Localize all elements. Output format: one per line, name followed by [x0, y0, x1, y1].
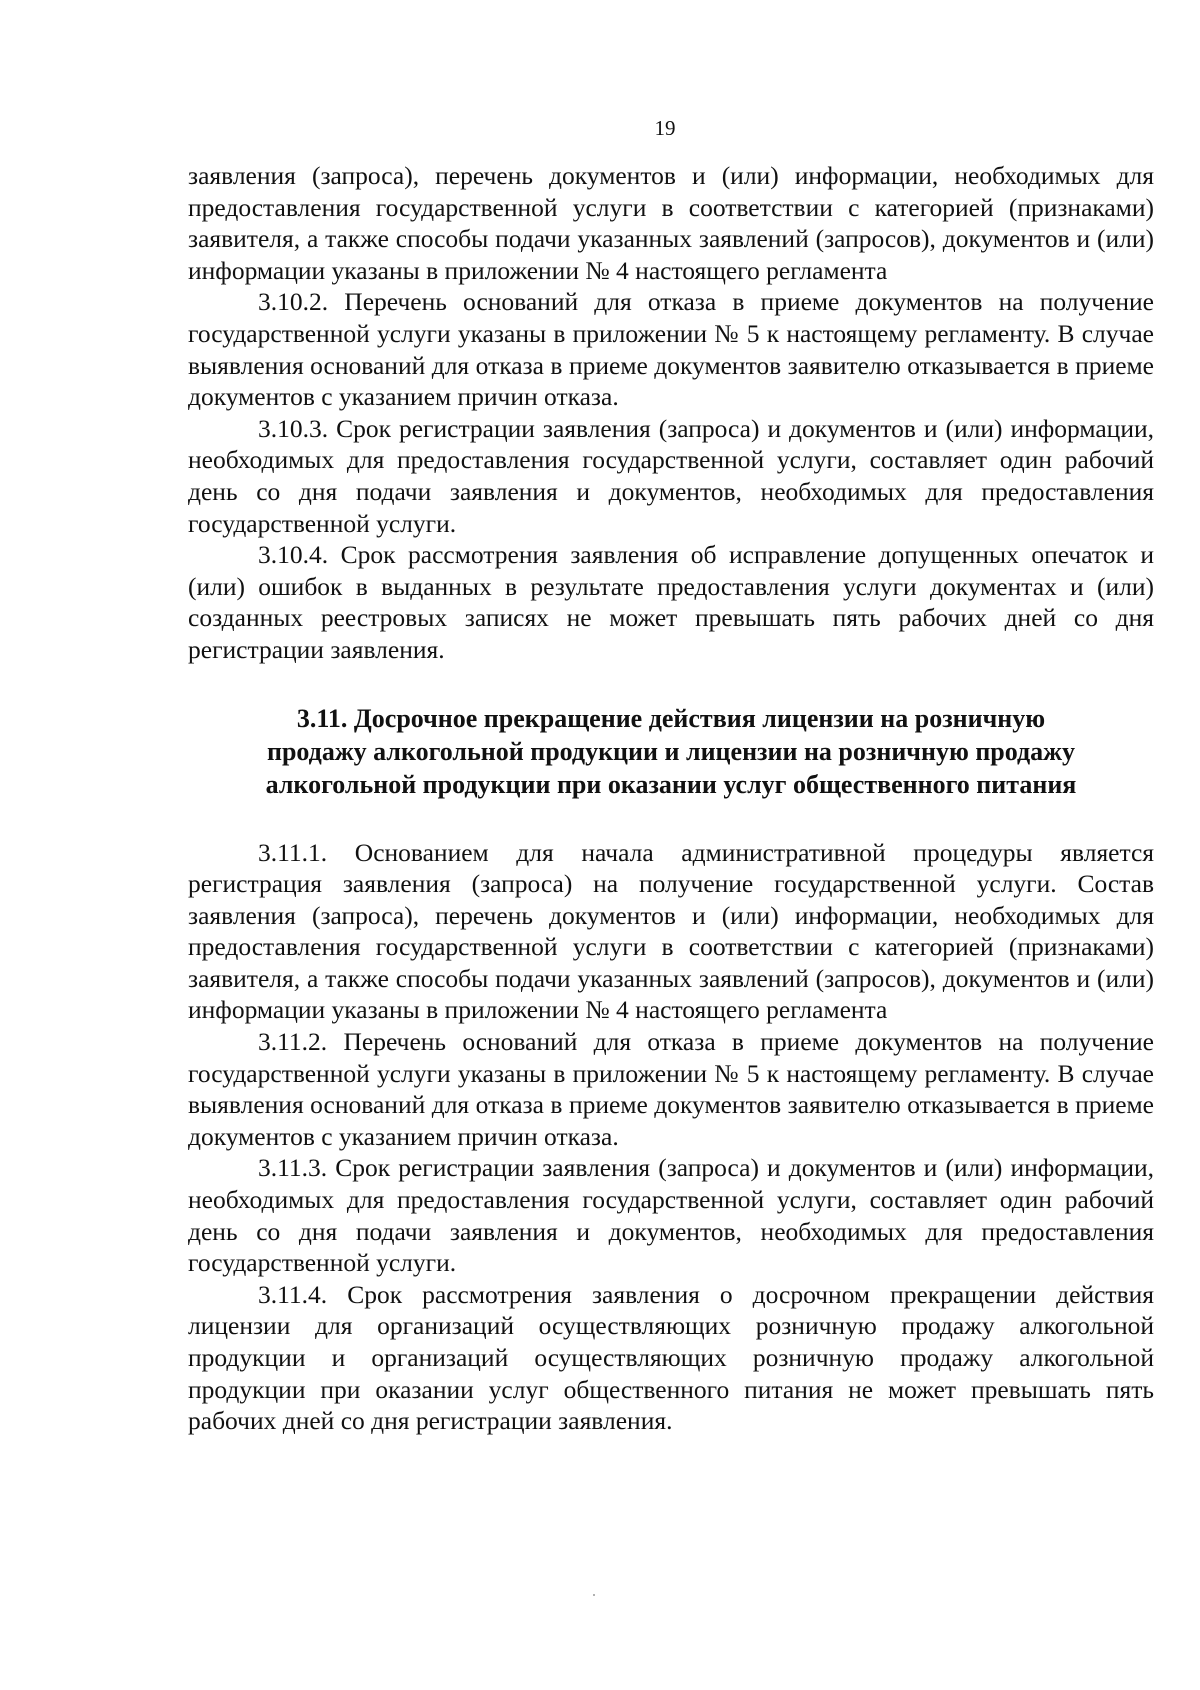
paragraph-3-10-1-continuation: заявления (запроса), перечень документов и (или) информации, необходимых для предоставления государственной услуги в соответствии с категорией (признаками) заявителя, а также способы подачи указанных заявлений (запросов), документов и (или) информации указаны в приложении № 4 настоящего регламента — [188, 161, 1154, 285]
paragraph-3-10-4: 3.10.4. Срок рассмотрения заявления об исправление допущенных опечаток и (или) ошибок в выданных в результате предоставления услуги документах и (или) созданных реестровых записях не может превышать пять рабочих дней со дня регистрации заявления. — [188, 540, 1154, 664]
scan-speck — [593, 1594, 595, 1596]
heading-line-3: алкогольной продукции при оказании услуг общественного питания — [265, 769, 1077, 799]
paragraph-3-11-2: 3.11.2. Перечень оснований для отказа в приеме документов на получение государственной услуги указаны в приложении № 5 к настоящему регламенту. В случае выявления оснований для отказа в приеме документов заявителю отказывается в приеме документов с указанием причин отказа. — [188, 1027, 1154, 1151]
paragraph-3-11-4: 3.11.4. Срок рассмотрения заявления о досрочном прекращении действия лицензии для организаций осуществляющих розничную продажу алкогольной продукции и организаций осуществляющих розничную продажу алкогольной продукции при оказании услуг общественного питания не может превышать пять рабочих дней со дня регистрации заявления. — [188, 1279, 1154, 1436]
paragraph-3-11-3: 3.11.3. Срок регистрации заявления (запроса) и документов и (или) информации, необходимых для предоставления государственной услуги, составляет один рабочий день со дня подачи заявления и документов, необходимых для предоставления государственной услуги. — [188, 1153, 1154, 1278]
paragraph-3-11-1: 3.11.1. Основанием для начала административной процедуры является регистрация заявления (запроса) на получение государственной услуги. Состав заявления (запроса), перечень документов и (или) информации, необходимых для предоставления государственной услуги в соответствии с категорией (признаками) заявителя, а также способы подачи указанных заявлений (запросов), документов и (или) информации указаны в приложении № 4 настоящего регламента — [188, 837, 1154, 1025]
page-number: 19 — [654, 116, 676, 140]
heading-line-1: 3.11. Досрочное прекращение действия лицензии на розничную — [296, 703, 1046, 733]
section-3-11-heading — [188, 702, 1154, 801]
paragraph-3-10-3: 3.10.3. Срок регистрации заявления (запроса) и документов и (или) информации, необходимых для предоставления государственной услуги, составляет один рабочий день со дня подачи заявления и документов, необходимых для предоставления государственной услуги. — [188, 413, 1154, 538]
paragraph-3-10-2: 3.10.2. Перечень оснований для отказа в приеме документов на получение государственной услуги указаны в приложении № 5 к настоящему регламенту. В случае выявления оснований для отказа в приеме документов заявителю отказывается в приеме документов с указанием причин отказа. — [188, 287, 1154, 412]
document-body — [188, 160, 1154, 1437]
heading-line-2: продажу алкогольной продукции и лицензии на розничную продажу — [266, 736, 1076, 766]
